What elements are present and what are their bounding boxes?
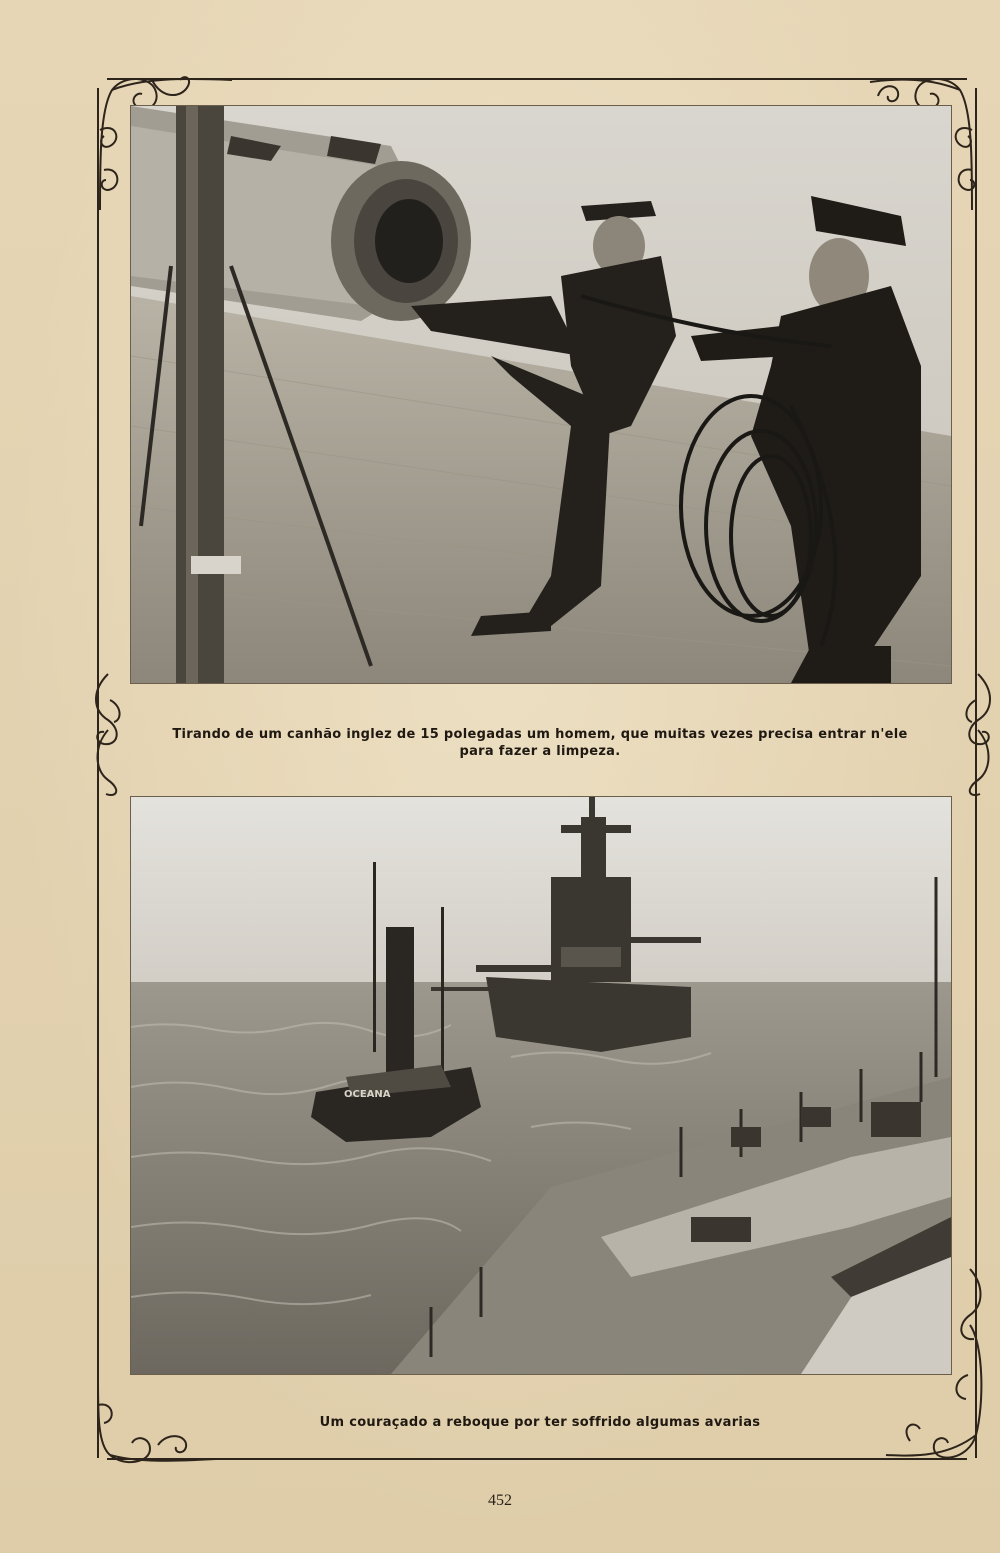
tug-name-text: OCEANA xyxy=(344,1089,391,1100)
caption-gun-cleaning-line1: Tirando de um canhão inglez de 15 polegadas um homem, que muitas vezes precisa entrar n'ele xyxy=(172,727,908,742)
frame-bottom-line xyxy=(107,1458,967,1460)
scroll-ornament-icon xyxy=(88,670,128,800)
caption-gun-cleaning xyxy=(130,726,950,760)
photo-battleship-tow-image xyxy=(131,797,951,1374)
caption-battleship-tow xyxy=(130,1414,950,1431)
scroll-ornament-icon xyxy=(958,670,998,800)
caption-battleship-tow-line1: Um couraçado a reboque por ter soffrido algumas avarias xyxy=(319,1415,761,1430)
caption-gun-cleaning-line2: para fazer a limpeza. xyxy=(459,744,621,759)
photo-gun-cleaning-image xyxy=(131,106,951,683)
photo-gun-cleaning xyxy=(130,105,952,684)
page-number: 452 xyxy=(488,1492,512,1509)
photo-battleship-tow xyxy=(130,796,952,1375)
bleed-through-text xyxy=(210,18,890,58)
